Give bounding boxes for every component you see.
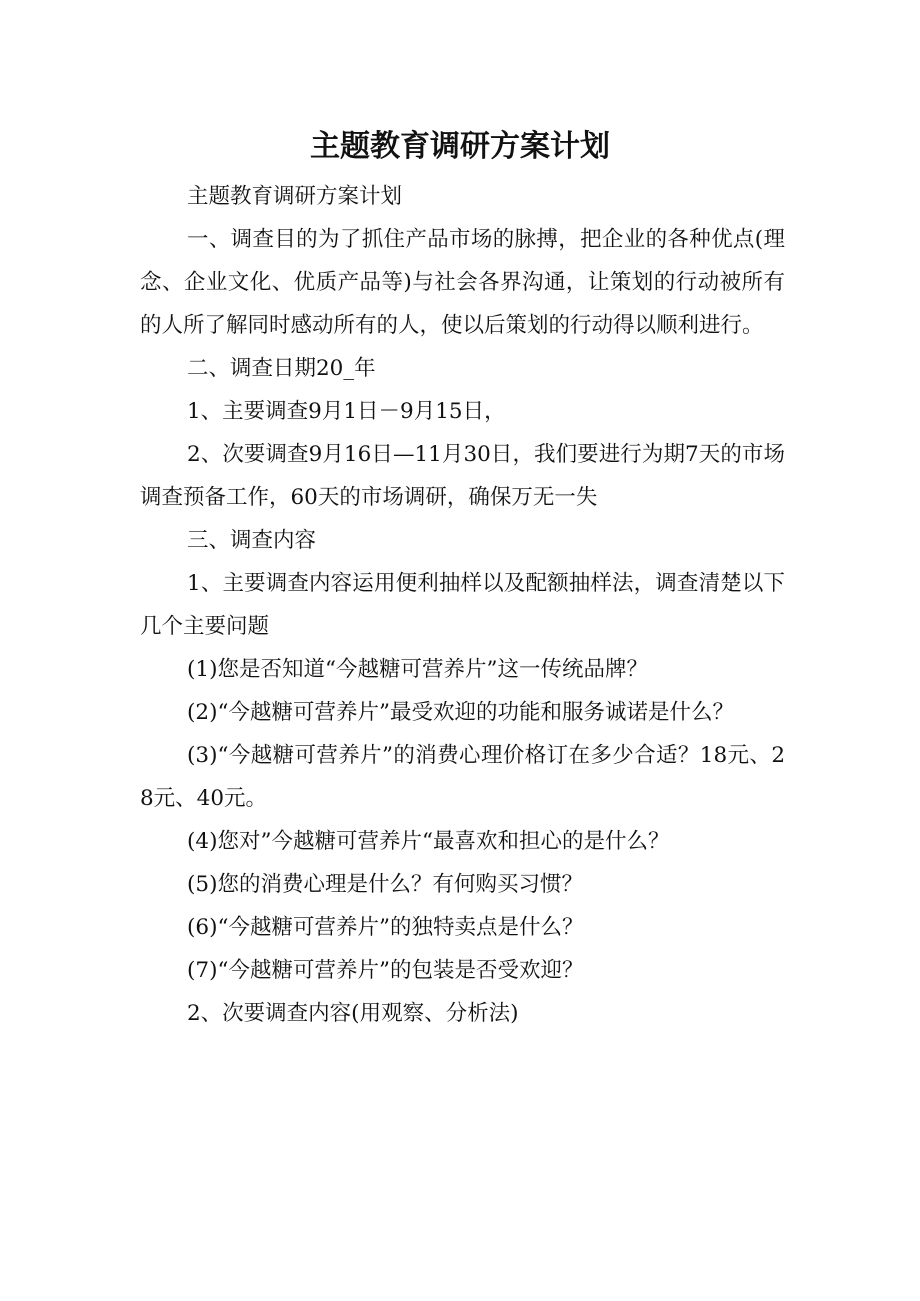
- paragraph-date-heading: 二、调查日期20_年: [187, 356, 376, 381]
- paragraph-question-2: (2)“今越糖可营养片”最受欢迎的功能和服务诚诺是什么？: [187, 700, 734, 725]
- paragraph-secondary-survey-date: 2、次要调查9月16日—11月30日，我们要进行为期7天的市场调查预备工作，60天的市场调研，确保万无一失: [140, 442, 785, 510]
- paragraph-question-6: (6)“今越糖可营养片”的独特卖点是什么？: [187, 915, 584, 940]
- document-body: [140, 175, 785, 1035]
- paragraph-main-survey-date: 1、主要调查9月1日－9月15日，: [187, 399, 506, 424]
- paragraph-subtitle: 主题教育调研方案计划: [187, 184, 403, 209]
- paragraph-secondary-content: 2、次要调查内容(用观察、分析法): [187, 1001, 519, 1026]
- paragraph-question-1: (1)您是否知道“今越糖可营养片”这一传统品牌？: [187, 657, 648, 682]
- paragraph-purpose: 一、调查目的为了抓住产品市场的脉搏，把企业的各种优点(理念、企业文化、优质产品等)与社会各界沟通，让策划的行动被所有的人所了解同时感动所有的人，使以后策划的行动得以顺利进行。: [140, 227, 785, 338]
- document-title: 主题教育调研方案计划: [310, 129, 610, 164]
- paragraph-content-heading: 三、调查内容: [187, 528, 317, 553]
- paragraph-question-5: (5)您的消费心理是什么？有何购买习惯？: [187, 872, 583, 897]
- paragraph-question-4: (4)您对”今越糖可营养片“最喜欢和担心的是什么？: [187, 829, 670, 854]
- paragraph-question-3: (3)“今越糖可营养片”的消费心理价格订在多少合适？18元、28元、40元。: [140, 743, 785, 811]
- paragraph-main-content: 1、主要调查内容运用便利抽样以及配额抽样法，调查清楚以下几个主要问题: [140, 571, 785, 639]
- paragraph-question-7: (7)“今越糖可营养片”的包装是否受欢迎？: [187, 958, 584, 983]
